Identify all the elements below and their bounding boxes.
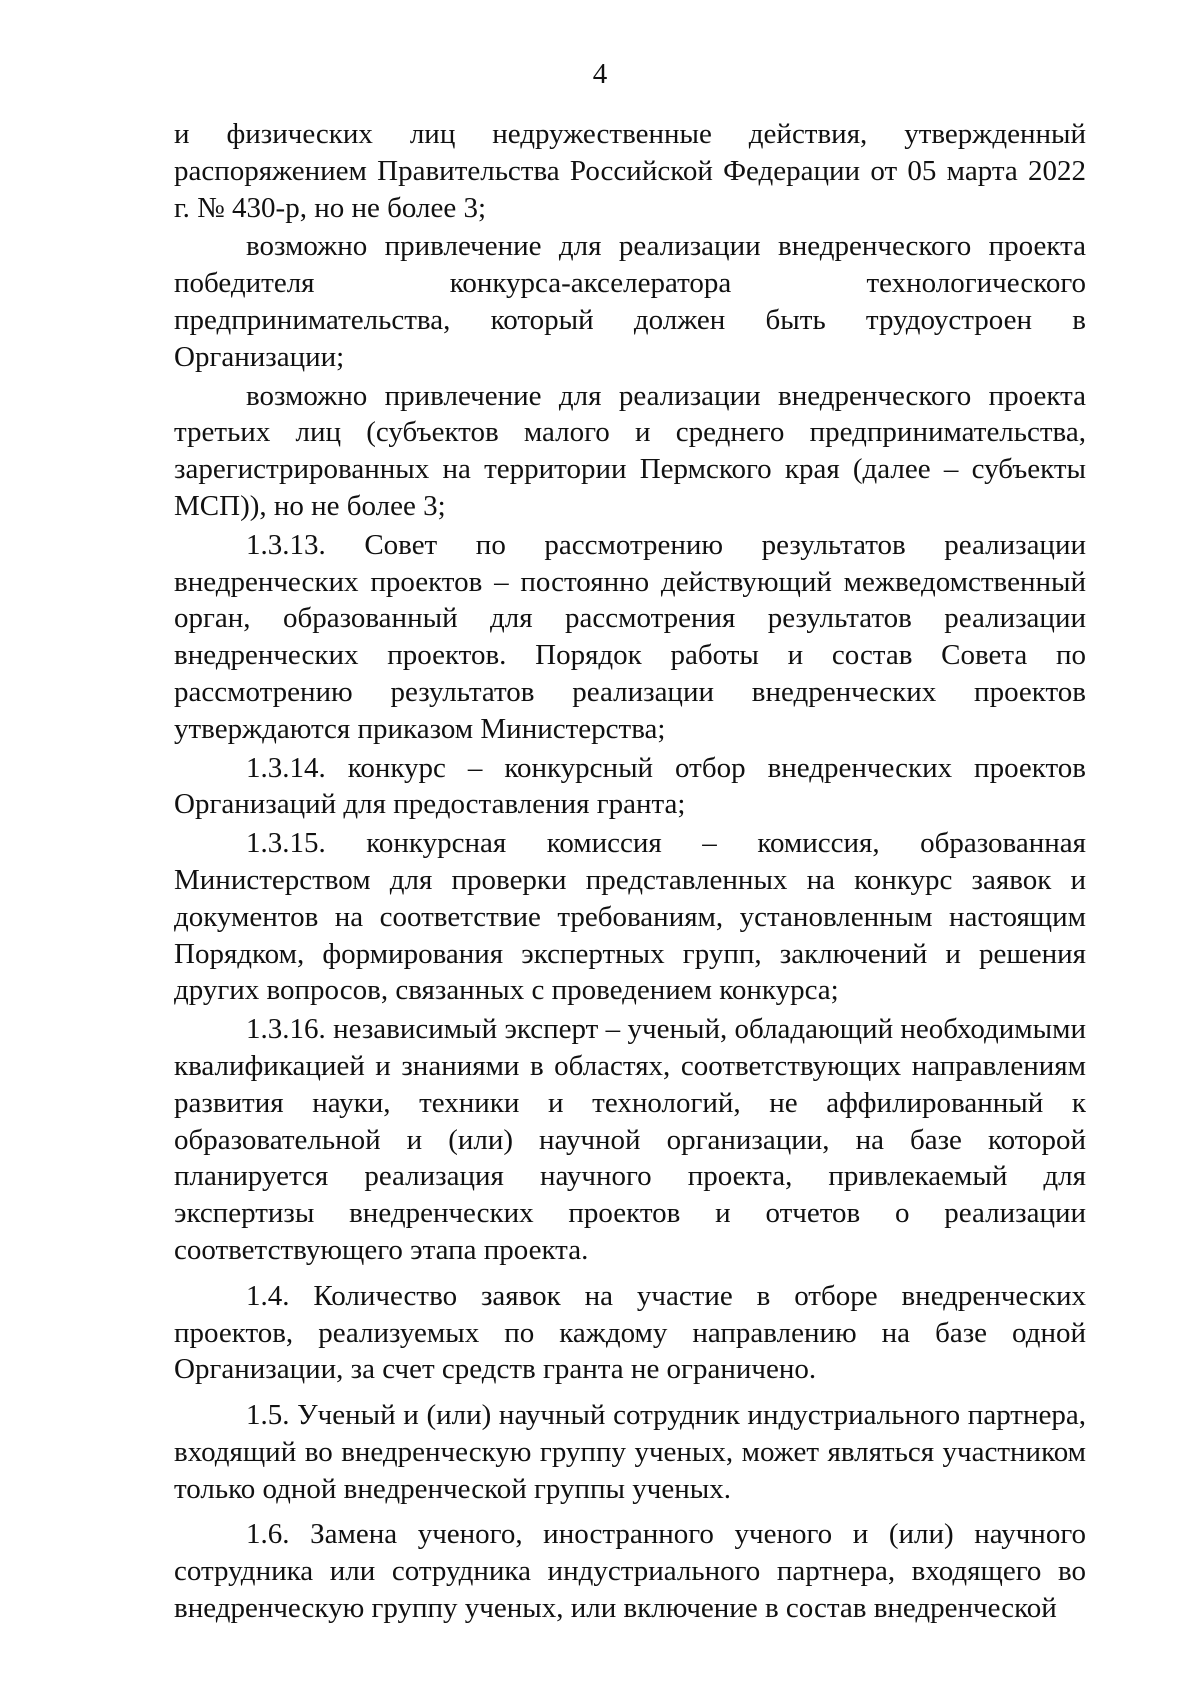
paragraph-1-3-13: 1.3.13. Совет по рассмотрению результатов реализации внедренческих проектов – постоянно действующий межведомственный орган, образованный для рассмотрения результатов реализации внедренческих проектов. Порядок работы и состав Совета по рассмотрению результатов реализации внедренческих проектов утверждаются приказом Министерства; xyxy=(174,528,1086,745)
paragraph-continuation: и физических лиц недружественные действия, утвержденный распоряжением Правительства Российской Федерации от 05 марта 2022 г. № 430-р, но не более 3; xyxy=(174,118,1086,224)
paragraph-1-5: 1.5. Ученый и (или) научный сотрудник индустриального партнера, входящий во внедренческую группу ученых, может являться участником только одной внедренческой группы ученых. xyxy=(174,1399,1086,1505)
paragraph-1-3-16: 1.3.16. независимый эксперт – ученый, обладающий необходимыми квалификацией и знаниями в областях, соответствующих направлениям развития науки, техники и технологий, не аффилированный к образовательной и (или) научной организации, на базе которой планируется реализация научного проекта, привлекаемый для экспертизы внедренческих проектов и отчетов о реализации соответствующего этапа проекта. xyxy=(174,1013,1086,1266)
paragraph-third-parties: возможно привлечение для реализации внедренческого проекта третьих лиц (субъектов малого и среднего предпринимательства, зарегистрированных на территории Пермского края (далее – субъекты МСП)), но не более 3; xyxy=(174,379,1086,522)
paragraph-1-4: 1.4. Количество заявок на участие в отборе внедренческих проектов, реализуемых по каждому направлению на базе одной Организации, за счет средств гранта не ограничено. xyxy=(174,1279,1086,1386)
paragraph-1-3-14: 1.3.14. конкурс – конкурсный отбор внедренческих проектов Организаций для предоставления гранта; xyxy=(174,751,1086,821)
document-body xyxy=(174,116,1086,1627)
paragraph-winner-involvement: возможно привлечение для реализации внедренческого проекта победителя конкурса-акселератора технологического предпринимательства, который должен быть трудоустроен в Организации; xyxy=(174,230,1086,373)
paragraph-1-6: 1.6. Замена ученого, иностранного ученого и (или) научного сотрудника или сотрудника индустриального партнера, входящего во внедренческую группу ученых, или включение в состав внедренческой xyxy=(174,1518,1086,1625)
paragraph-1-3-15: 1.3.15. конкурсная комиссия – комиссия, образованная Министерством для проверки представленных на конкурс заявок и документов на соответствие требованиям, установленным настоящим Порядком, формирования экспертных групп, заключений и решения других вопросов, связанных с проведением конкурса; xyxy=(174,827,1086,1007)
page-number: 4 xyxy=(592,58,608,90)
